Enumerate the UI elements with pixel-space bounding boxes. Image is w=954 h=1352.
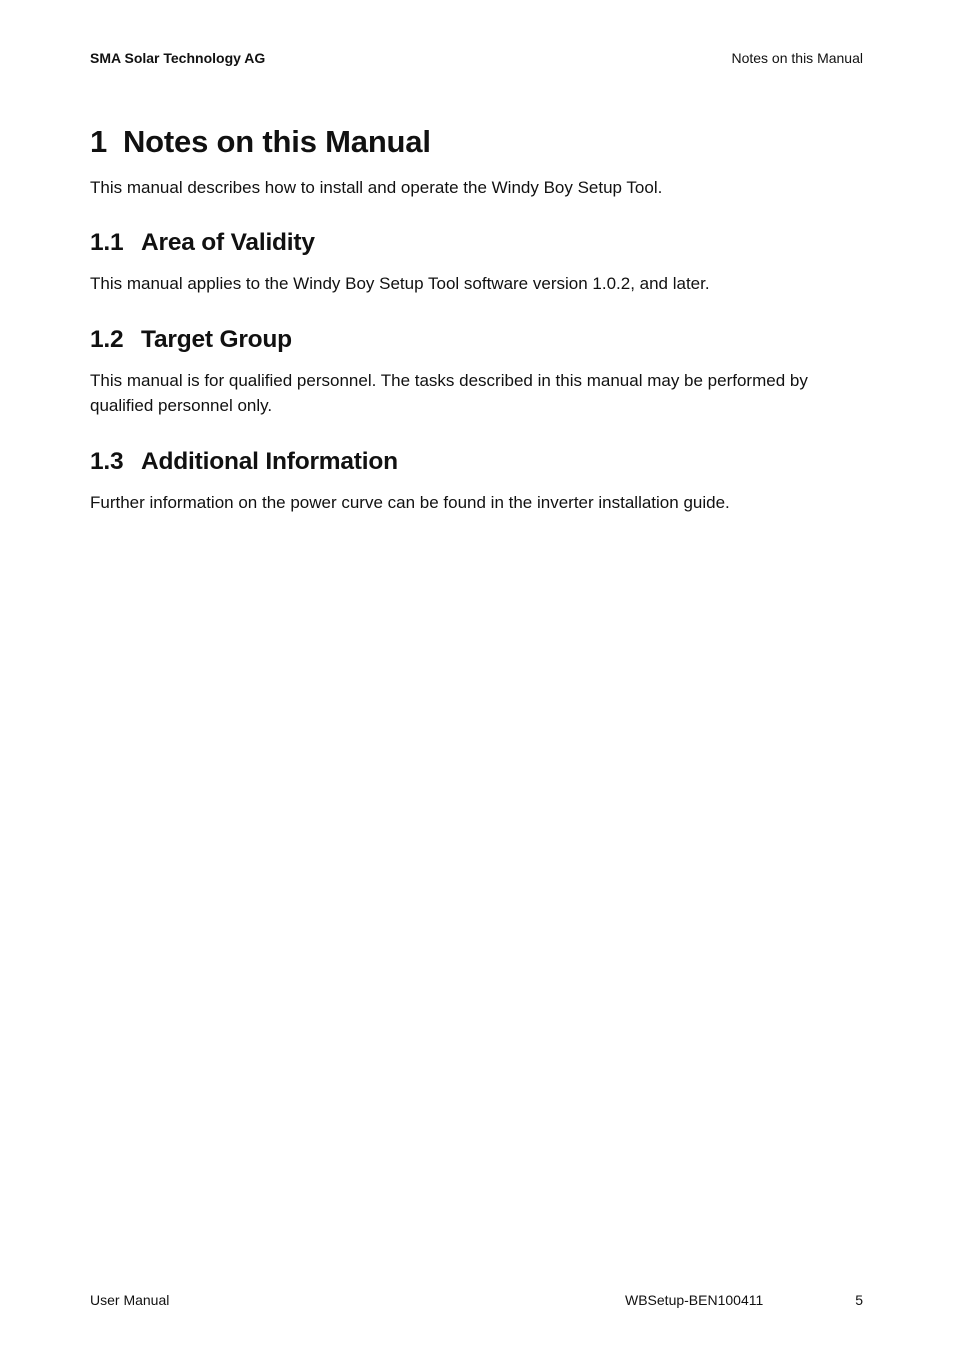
header-section-title: Notes on this Manual [731, 50, 863, 66]
page-header [90, 48, 863, 68]
page-content [90, 122, 850, 515]
section-title: Area of Validity [141, 229, 315, 256]
page-number: 5 [855, 1292, 863, 1308]
footer-document-type: User Manual [90, 1292, 170, 1308]
section-number: 1.1 [90, 229, 124, 256]
section-title: Target Group [141, 326, 292, 353]
page-footer [90, 1290, 863, 1312]
section-text-area-of-validity: This manual applies to the Windy Boy Setup Tool software version 1.0.2, and later. [90, 274, 710, 293]
section-heading-target-group [90, 324, 850, 356]
section-text-additional-information: Further information on the power curve can be found in the inverter installation guide. [90, 493, 730, 512]
section-number: 1.3 [90, 448, 124, 475]
section-number: 1.2 [90, 326, 124, 353]
chapter-heading [90, 122, 850, 162]
chapter-number: 1 [90, 124, 108, 159]
chapter-title: Notes on this Manual [123, 124, 431, 159]
footer-document-id: WBSetup-BEN100411 [625, 1292, 764, 1308]
chapter-intro: This manual describes how to install and operate the Windy Boy Setup Tool. [90, 178, 663, 197]
section-heading-additional-information [90, 446, 850, 478]
section-text-target-group: This manual is for qualified personnel. The tasks described in this manual may be performed by qualified personnel only. [90, 371, 808, 415]
section-title: Additional Information [141, 448, 398, 475]
header-company: SMA Solar Technology AG [90, 50, 266, 66]
section-heading-area-of-validity [90, 227, 850, 259]
